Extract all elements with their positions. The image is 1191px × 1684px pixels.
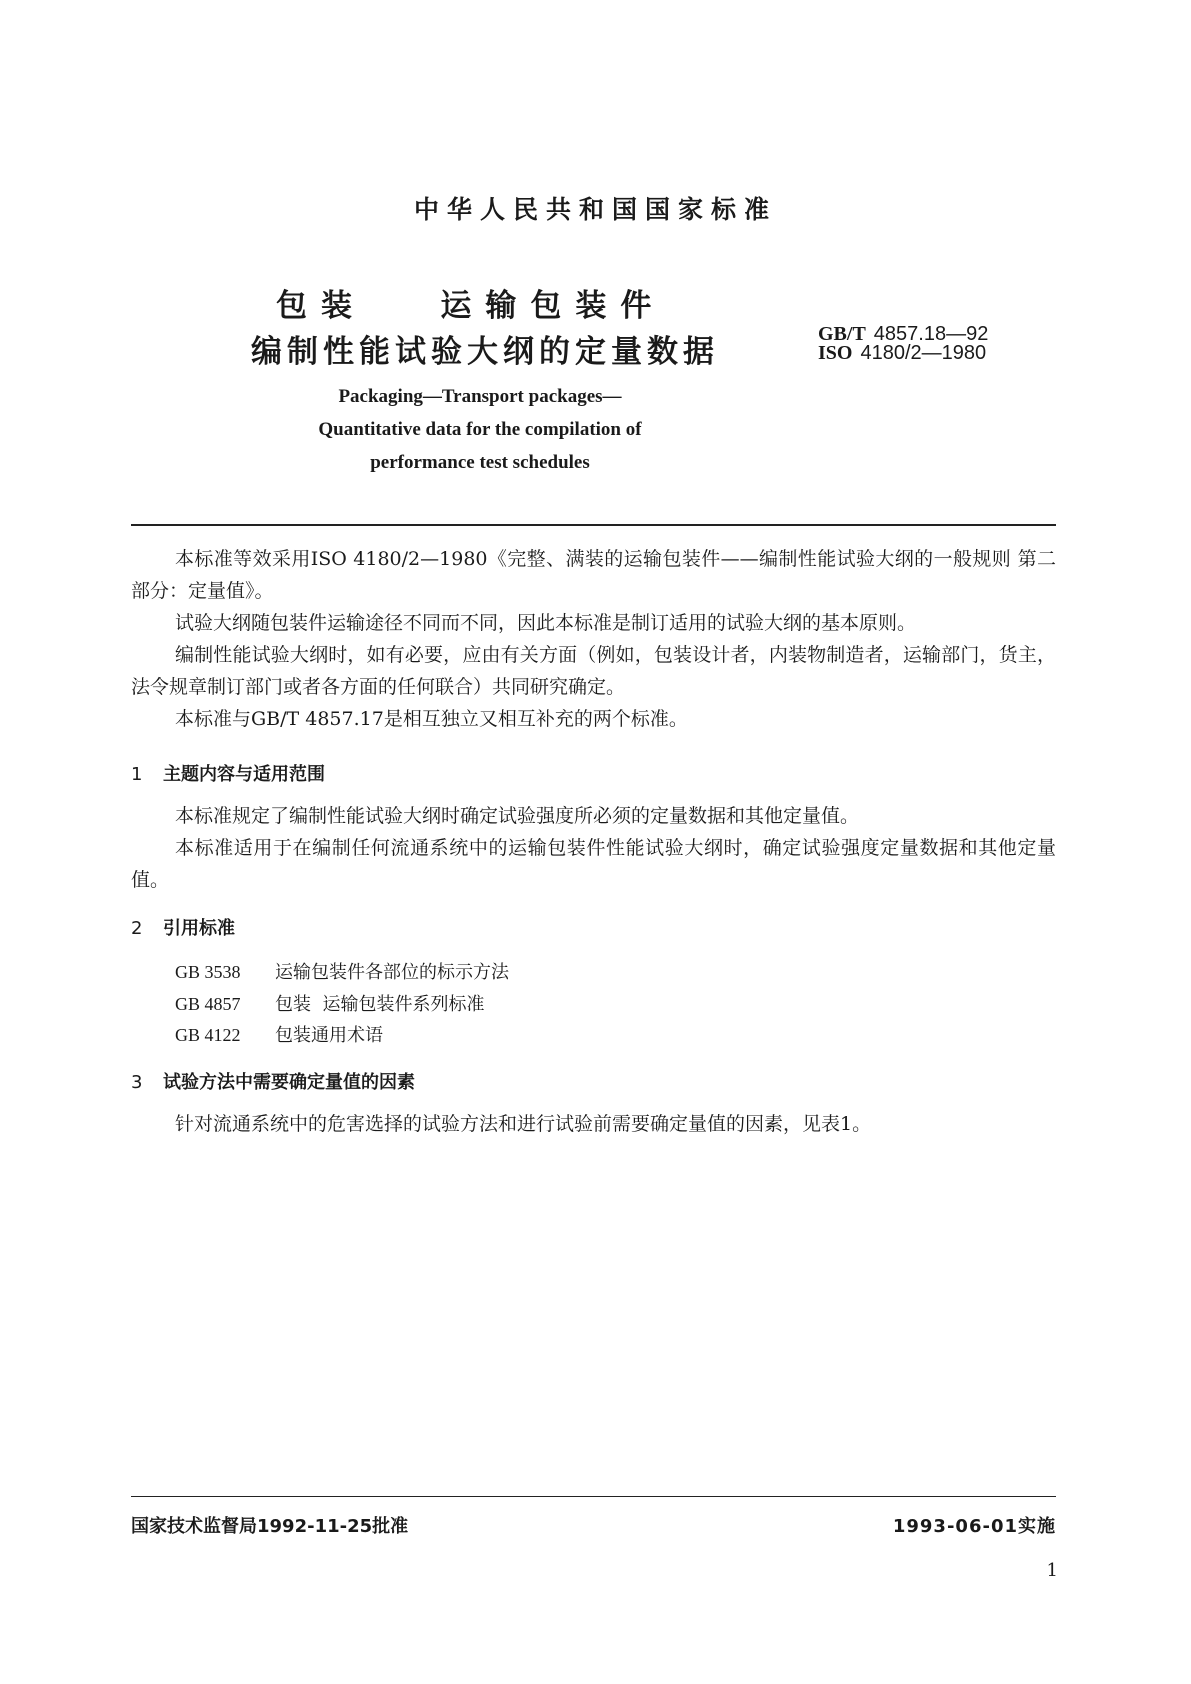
section-2-heading bbox=[131, 914, 235, 940]
section-1-number: 1 bbox=[131, 764, 143, 785]
section-1-heading bbox=[131, 760, 325, 786]
reference-item bbox=[175, 1021, 383, 1047]
reference-title: 包装 运输包装件系列标准 bbox=[275, 994, 485, 1015]
iso-code-prefix: ISO bbox=[818, 342, 853, 364]
reference-code: GB 4122 bbox=[175, 1025, 241, 1045]
intro-paragraph-1: 本标准等效采用ISO 4180/2—1980《完整、满装的运输包装件——编制性能试验大纲的一般规则 第二部分：定量值》。 bbox=[131, 548, 1056, 602]
reference-item bbox=[175, 958, 509, 984]
section-3-title: 试验方法中需要确定量值的因素 bbox=[163, 1072, 415, 1093]
section-1-paragraph-2: 本标准适用于在编制任何流通系统中的运输包装件性能试验大纲时，确定试验强度定量数据和其他定量值。 bbox=[131, 837, 1056, 891]
title-line-2: 编制性能试验大纲的定量数据 bbox=[251, 334, 719, 370]
reference-title: 包装通用术语 bbox=[275, 1025, 383, 1046]
section-3-number: 3 bbox=[131, 1072, 143, 1093]
implementation-date: 1993-06-01实施 bbox=[892, 1516, 1056, 1537]
national-standard-heading: 中华人民共和国国家标准 bbox=[413, 195, 777, 224]
section-3-heading bbox=[131, 1068, 415, 1094]
english-title-line-2: Quantitative data for the compilation of bbox=[318, 419, 642, 440]
title-line-1: 包装 运输包装件 bbox=[276, 288, 666, 324]
header-divider bbox=[131, 524, 1056, 526]
section-1-title: 主题内容与适用范围 bbox=[163, 764, 325, 785]
reference-code: GB 4857 bbox=[175, 994, 241, 1014]
section-2-title: 引用标准 bbox=[163, 918, 235, 939]
intro-paragraph-3: 编制性能试验大纲时，如有必要，应由有关方面（例如，包装设计者，内装物制造者，运输部门，货主，法令规章制订部门或者各方面的任何联合）共同研究确定。 bbox=[131, 644, 1056, 698]
english-title-line-3: performance test schedules bbox=[370, 452, 590, 473]
gb-code-number: 4857.18—92 bbox=[873, 323, 989, 345]
reference-title: 运输包装件各部位的标示方法 bbox=[275, 962, 509, 983]
iso-code bbox=[818, 342, 986, 363]
iso-code-number: 4180/2—1980 bbox=[860, 342, 987, 364]
section-3-paragraph-1: 针对流通系统中的危害选择的试验方法和进行试验前需要确定量值的因素，见表1。 bbox=[175, 1113, 872, 1135]
section-2-number: 2 bbox=[131, 918, 143, 939]
english-title-line-1: Packaging—Transport packages— bbox=[338, 386, 622, 407]
reference-code: GB 3538 bbox=[175, 962, 241, 982]
gb-code bbox=[818, 323, 988, 344]
page-number: 1 bbox=[1046, 1560, 1058, 1581]
intro-paragraph-2: 试验大纲随包装件运输途径不同而不同，因此本标准是制订适用的试验大纲的基本原则。 bbox=[175, 612, 917, 634]
gb-code-prefix: GB/T bbox=[818, 323, 866, 345]
approval-date: 国家技术监督局1992-11-25批准 bbox=[131, 1516, 409, 1537]
intro-paragraph-4: 本标准与GB/T 4857.17是相互独立又相互补充的两个标准。 bbox=[175, 708, 688, 730]
footer-divider bbox=[131, 1496, 1056, 1497]
reference-item bbox=[175, 990, 484, 1016]
section-1-paragraph-1: 本标准规定了编制性能试验大纲时确定试验强度所必须的定量数据和其他定量值。 bbox=[175, 805, 860, 827]
